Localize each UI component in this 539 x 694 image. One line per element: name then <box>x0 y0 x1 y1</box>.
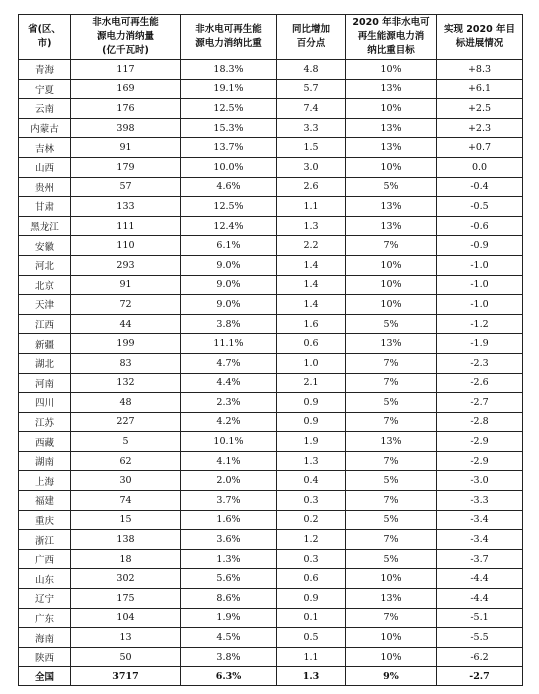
progress-cell: -5.5 <box>437 628 523 648</box>
consumption-cell: 15 <box>71 510 181 530</box>
progress-cell: +2.3 <box>437 118 523 138</box>
target-cell: 5% <box>346 510 437 530</box>
target-cell: 10% <box>346 275 437 295</box>
region-cell: 广西 <box>19 549 71 569</box>
header-line: 2020 年非水电可 <box>352 17 430 28</box>
share-cell: 4.4% <box>181 373 277 393</box>
table-row <box>19 647 523 667</box>
header-yoy-change <box>277 15 346 60</box>
consumption-cell: 74 <box>71 491 181 511</box>
progress-cell: -1.2 <box>437 314 523 334</box>
consumption-cell: 91 <box>71 138 181 158</box>
yoy-change-cell: 1.4 <box>277 275 346 295</box>
consumption-cell: 50 <box>71 647 181 667</box>
header-line: 百分点 <box>296 38 326 49</box>
yoy-change-cell: 3.3 <box>277 118 346 138</box>
progress-cell: +0.7 <box>437 138 523 158</box>
target-cell: 10% <box>346 647 437 667</box>
table-row <box>19 569 523 589</box>
target-cell: 13% <box>346 197 437 217</box>
region-cell: 重庆 <box>19 510 71 530</box>
share-cell: 2.3% <box>181 393 277 413</box>
table-row <box>19 432 523 452</box>
region-cell: 广东 <box>19 608 71 628</box>
region-cell: 北京 <box>19 275 71 295</box>
yoy-change-cell: 0.9 <box>277 393 346 413</box>
share-cell: 1.9% <box>181 608 277 628</box>
share-cell: 6.1% <box>181 236 277 256</box>
yoy-change-cell: 1.3 <box>277 216 346 236</box>
progress-cell: -2.3 <box>437 353 523 373</box>
consumption-cell: 176 <box>71 99 181 119</box>
consumption-cell: 133 <box>71 197 181 217</box>
share-cell: 10.0% <box>181 157 277 177</box>
total-consumption-cell: 3717 <box>71 667 181 686</box>
share-cell: 19.1% <box>181 79 277 99</box>
total-region-cell: 全国 <box>19 667 71 686</box>
consumption-cell: 132 <box>71 373 181 393</box>
consumption-cell: 30 <box>71 471 181 491</box>
progress-cell: -5.1 <box>437 608 523 628</box>
table-row <box>19 60 523 80</box>
header-consumption <box>71 15 181 60</box>
consumption-cell: 18 <box>71 549 181 569</box>
table-row <box>19 118 523 138</box>
region-cell: 上海 <box>19 471 71 491</box>
progress-cell: +8.3 <box>437 60 523 80</box>
table-row <box>19 451 523 471</box>
header-region <box>19 15 71 60</box>
table-row <box>19 177 523 197</box>
share-cell: 12.4% <box>181 216 277 236</box>
consumption-cell: 175 <box>71 589 181 609</box>
yoy-change-cell: 1.1 <box>277 647 346 667</box>
target-cell: 10% <box>346 157 437 177</box>
share-cell: 3.8% <box>181 314 277 334</box>
progress-cell: -1.9 <box>437 334 523 354</box>
header-line: 省(区、 <box>28 24 61 35</box>
yoy-change-cell: 1.2 <box>277 530 346 550</box>
consumption-cell: 72 <box>71 295 181 315</box>
header-2020-target <box>346 15 437 60</box>
table-row <box>19 138 523 158</box>
yoy-change-cell: 0.9 <box>277 412 346 432</box>
table-row <box>19 353 523 373</box>
consumption-cell: 83 <box>71 353 181 373</box>
share-cell: 18.3% <box>181 60 277 80</box>
target-cell: 10% <box>346 628 437 648</box>
consumption-cell: 398 <box>71 118 181 138</box>
region-cell: 内蒙古 <box>19 118 71 138</box>
table-footer <box>19 667 523 686</box>
share-cell: 4.7% <box>181 353 277 373</box>
yoy-change-cell: 0.9 <box>277 589 346 609</box>
yoy-change-cell: 1.4 <box>277 255 346 275</box>
header-line: 实现 2020 年目 <box>443 24 516 35</box>
progress-cell: -2.8 <box>437 412 523 432</box>
total-target-cell: 9% <box>346 667 437 686</box>
consumption-cell: 169 <box>71 79 181 99</box>
target-cell: 7% <box>346 236 437 256</box>
progress-cell: -2.9 <box>437 432 523 452</box>
table-row <box>19 197 523 217</box>
share-cell: 13.7% <box>181 138 277 158</box>
yoy-change-cell: 0.5 <box>277 628 346 648</box>
region-cell: 山东 <box>19 569 71 589</box>
target-cell: 7% <box>346 373 437 393</box>
table-row <box>19 295 523 315</box>
progress-cell: -2.7 <box>437 393 523 413</box>
target-cell: 5% <box>346 177 437 197</box>
region-cell: 安徽 <box>19 236 71 256</box>
consumption-cell: 5 <box>71 432 181 452</box>
region-cell: 贵州 <box>19 177 71 197</box>
renewable-consumption-table <box>18 14 523 686</box>
consumption-cell: 179 <box>71 157 181 177</box>
region-cell: 吉林 <box>19 138 71 158</box>
table-row <box>19 216 523 236</box>
yoy-change-cell: 3.0 <box>277 157 346 177</box>
share-cell: 4.1% <box>181 451 277 471</box>
header-line: 源电力消纳比重 <box>195 38 262 49</box>
progress-cell: -6.2 <box>437 647 523 667</box>
header-line: 市) <box>37 38 52 49</box>
header-line: 再生能源电力消 <box>357 31 425 42</box>
consumption-cell: 111 <box>71 216 181 236</box>
progress-cell: -3.4 <box>437 530 523 550</box>
yoy-change-cell: 2.2 <box>277 236 346 256</box>
share-cell: 10.1% <box>181 432 277 452</box>
target-cell: 7% <box>346 491 437 511</box>
target-cell: 7% <box>346 608 437 628</box>
consumption-cell: 199 <box>71 334 181 354</box>
consumption-cell: 104 <box>71 608 181 628</box>
header-line: 标进展情况 <box>455 38 504 49</box>
target-cell: 13% <box>346 334 437 354</box>
document-page <box>18 14 522 686</box>
region-cell: 天津 <box>19 295 71 315</box>
table-row <box>19 530 523 550</box>
consumption-cell: 44 <box>71 314 181 334</box>
yoy-change-cell: 2.1 <box>277 373 346 393</box>
target-cell: 13% <box>346 432 437 452</box>
region-cell: 山西 <box>19 157 71 177</box>
header-line: 源电力消纳量 <box>96 31 154 42</box>
total-share-cell: 6.3% <box>181 667 277 686</box>
yoy-change-cell: 0.3 <box>277 549 346 569</box>
target-cell: 5% <box>346 471 437 491</box>
table-row <box>19 157 523 177</box>
consumption-cell: 138 <box>71 530 181 550</box>
consumption-cell: 227 <box>71 412 181 432</box>
table-body <box>19 60 523 667</box>
region-cell: 陕西 <box>19 647 71 667</box>
share-cell: 9.0% <box>181 295 277 315</box>
header-line: 同比增加 <box>291 24 330 35</box>
region-cell: 河北 <box>19 255 71 275</box>
consumption-cell: 91 <box>71 275 181 295</box>
target-cell: 10% <box>346 255 437 275</box>
share-cell: 12.5% <box>181 197 277 217</box>
region-cell: 黑龙江 <box>19 216 71 236</box>
region-cell: 江西 <box>19 314 71 334</box>
total-row <box>19 667 523 686</box>
target-cell: 5% <box>346 314 437 334</box>
region-cell: 湖南 <box>19 451 71 471</box>
yoy-change-cell: 1.1 <box>277 197 346 217</box>
table-row <box>19 549 523 569</box>
yoy-change-cell: 0.3 <box>277 491 346 511</box>
target-cell: 10% <box>346 295 437 315</box>
yoy-change-cell: 1.3 <box>277 451 346 471</box>
progress-cell: -3.3 <box>437 491 523 511</box>
consumption-cell: 117 <box>71 60 181 80</box>
table-row <box>19 99 523 119</box>
consumption-cell: 302 <box>71 569 181 589</box>
region-cell: 浙江 <box>19 530 71 550</box>
total-yoy-change-cell: 1.3 <box>277 667 346 686</box>
progress-cell: -1.0 <box>437 295 523 315</box>
progress-cell: 0.0 <box>437 157 523 177</box>
share-cell: 2.0% <box>181 471 277 491</box>
yoy-change-cell: 4.8 <box>277 60 346 80</box>
consumption-cell: 62 <box>71 451 181 471</box>
table-row <box>19 373 523 393</box>
region-cell: 湖北 <box>19 353 71 373</box>
table-row <box>19 412 523 432</box>
target-cell: 13% <box>346 138 437 158</box>
progress-cell: -3.4 <box>437 510 523 530</box>
region-cell: 河南 <box>19 373 71 393</box>
region-cell: 青海 <box>19 60 71 80</box>
share-cell: 5.6% <box>181 569 277 589</box>
share-cell: 3.7% <box>181 491 277 511</box>
progress-cell: -0.4 <box>437 177 523 197</box>
table-row <box>19 79 523 99</box>
share-cell: 4.2% <box>181 412 277 432</box>
region-cell: 四川 <box>19 393 71 413</box>
table-row <box>19 608 523 628</box>
header-progress <box>437 15 523 60</box>
target-cell: 13% <box>346 118 437 138</box>
table-header <box>19 15 523 60</box>
yoy-change-cell: 1.0 <box>277 353 346 373</box>
progress-cell: -2.6 <box>437 373 523 393</box>
progress-cell: +2.5 <box>437 99 523 119</box>
consumption-cell: 13 <box>71 628 181 648</box>
consumption-cell: 57 <box>71 177 181 197</box>
target-cell: 13% <box>346 216 437 236</box>
target-cell: 7% <box>346 412 437 432</box>
share-cell: 15.3% <box>181 118 277 138</box>
target-cell: 10% <box>346 99 437 119</box>
consumption-cell: 48 <box>71 393 181 413</box>
header-line: 纳比重目标 <box>367 45 415 56</box>
yoy-change-cell: 0.4 <box>277 471 346 491</box>
target-cell: 13% <box>346 589 437 609</box>
yoy-change-cell: 0.2 <box>277 510 346 530</box>
yoy-change-cell: 1.9 <box>277 432 346 452</box>
consumption-cell: 293 <box>71 255 181 275</box>
yoy-change-cell: 1.5 <box>277 138 346 158</box>
share-cell: 4.6% <box>181 177 277 197</box>
yoy-change-cell: 1.6 <box>277 314 346 334</box>
target-cell: 13% <box>346 79 437 99</box>
yoy-change-cell: 7.4 <box>277 99 346 119</box>
header-share <box>181 15 277 60</box>
share-cell: 11.1% <box>181 334 277 354</box>
share-cell: 12.5% <box>181 99 277 119</box>
share-cell: 8.6% <box>181 589 277 609</box>
region-cell: 福建 <box>19 491 71 511</box>
progress-cell: -4.4 <box>437 569 523 589</box>
region-cell: 甘肃 <box>19 197 71 217</box>
table-row <box>19 255 523 275</box>
progress-cell: -0.9 <box>437 236 523 256</box>
progress-cell: -2.9 <box>437 451 523 471</box>
share-cell: 9.0% <box>181 275 277 295</box>
progress-cell: -1.0 <box>437 255 523 275</box>
target-cell: 7% <box>346 451 437 471</box>
region-cell: 西藏 <box>19 432 71 452</box>
region-cell: 江苏 <box>19 412 71 432</box>
target-cell: 10% <box>346 60 437 80</box>
table-row <box>19 510 523 530</box>
header-line: (亿千瓦时) <box>102 45 149 56</box>
region-cell: 辽宁 <box>19 589 71 609</box>
table-row <box>19 334 523 354</box>
share-cell: 4.5% <box>181 628 277 648</box>
share-cell: 3.8% <box>181 647 277 667</box>
table-row <box>19 314 523 334</box>
table-row <box>19 393 523 413</box>
target-cell: 5% <box>346 549 437 569</box>
table-row <box>19 236 523 256</box>
yoy-change-cell: 2.6 <box>277 177 346 197</box>
progress-cell: -3.0 <box>437 471 523 491</box>
region-cell: 新疆 <box>19 334 71 354</box>
yoy-change-cell: 0.1 <box>277 608 346 628</box>
table-row <box>19 471 523 491</box>
yoy-change-cell: 1.4 <box>277 295 346 315</box>
region-cell: 海南 <box>19 628 71 648</box>
table-row <box>19 589 523 609</box>
target-cell: 5% <box>346 393 437 413</box>
progress-cell: +6.1 <box>437 79 523 99</box>
target-cell: 7% <box>346 353 437 373</box>
yoy-change-cell: 0.6 <box>277 569 346 589</box>
table-row <box>19 491 523 511</box>
target-cell: 7% <box>346 530 437 550</box>
progress-cell: -4.4 <box>437 589 523 609</box>
region-cell: 云南 <box>19 99 71 119</box>
target-cell: 10% <box>346 569 437 589</box>
table-row <box>19 275 523 295</box>
progress-cell: -1.0 <box>437 275 523 295</box>
header-row <box>19 15 523 60</box>
region-cell: 宁夏 <box>19 79 71 99</box>
yoy-change-cell: 5.7 <box>277 79 346 99</box>
consumption-cell: 110 <box>71 236 181 256</box>
table-row <box>19 628 523 648</box>
header-line: 非水电可再生能 <box>92 17 159 28</box>
share-cell: 1.6% <box>181 510 277 530</box>
progress-cell: -0.6 <box>437 216 523 236</box>
yoy-change-cell: 0.6 <box>277 334 346 354</box>
progress-cell: -0.5 <box>437 197 523 217</box>
progress-cell: -3.7 <box>437 549 523 569</box>
share-cell: 3.6% <box>181 530 277 550</box>
total-progress-cell: -2.7 <box>437 667 523 686</box>
share-cell: 1.3% <box>181 549 277 569</box>
share-cell: 9.0% <box>181 255 277 275</box>
header-line: 非水电可再生能 <box>195 24 262 35</box>
